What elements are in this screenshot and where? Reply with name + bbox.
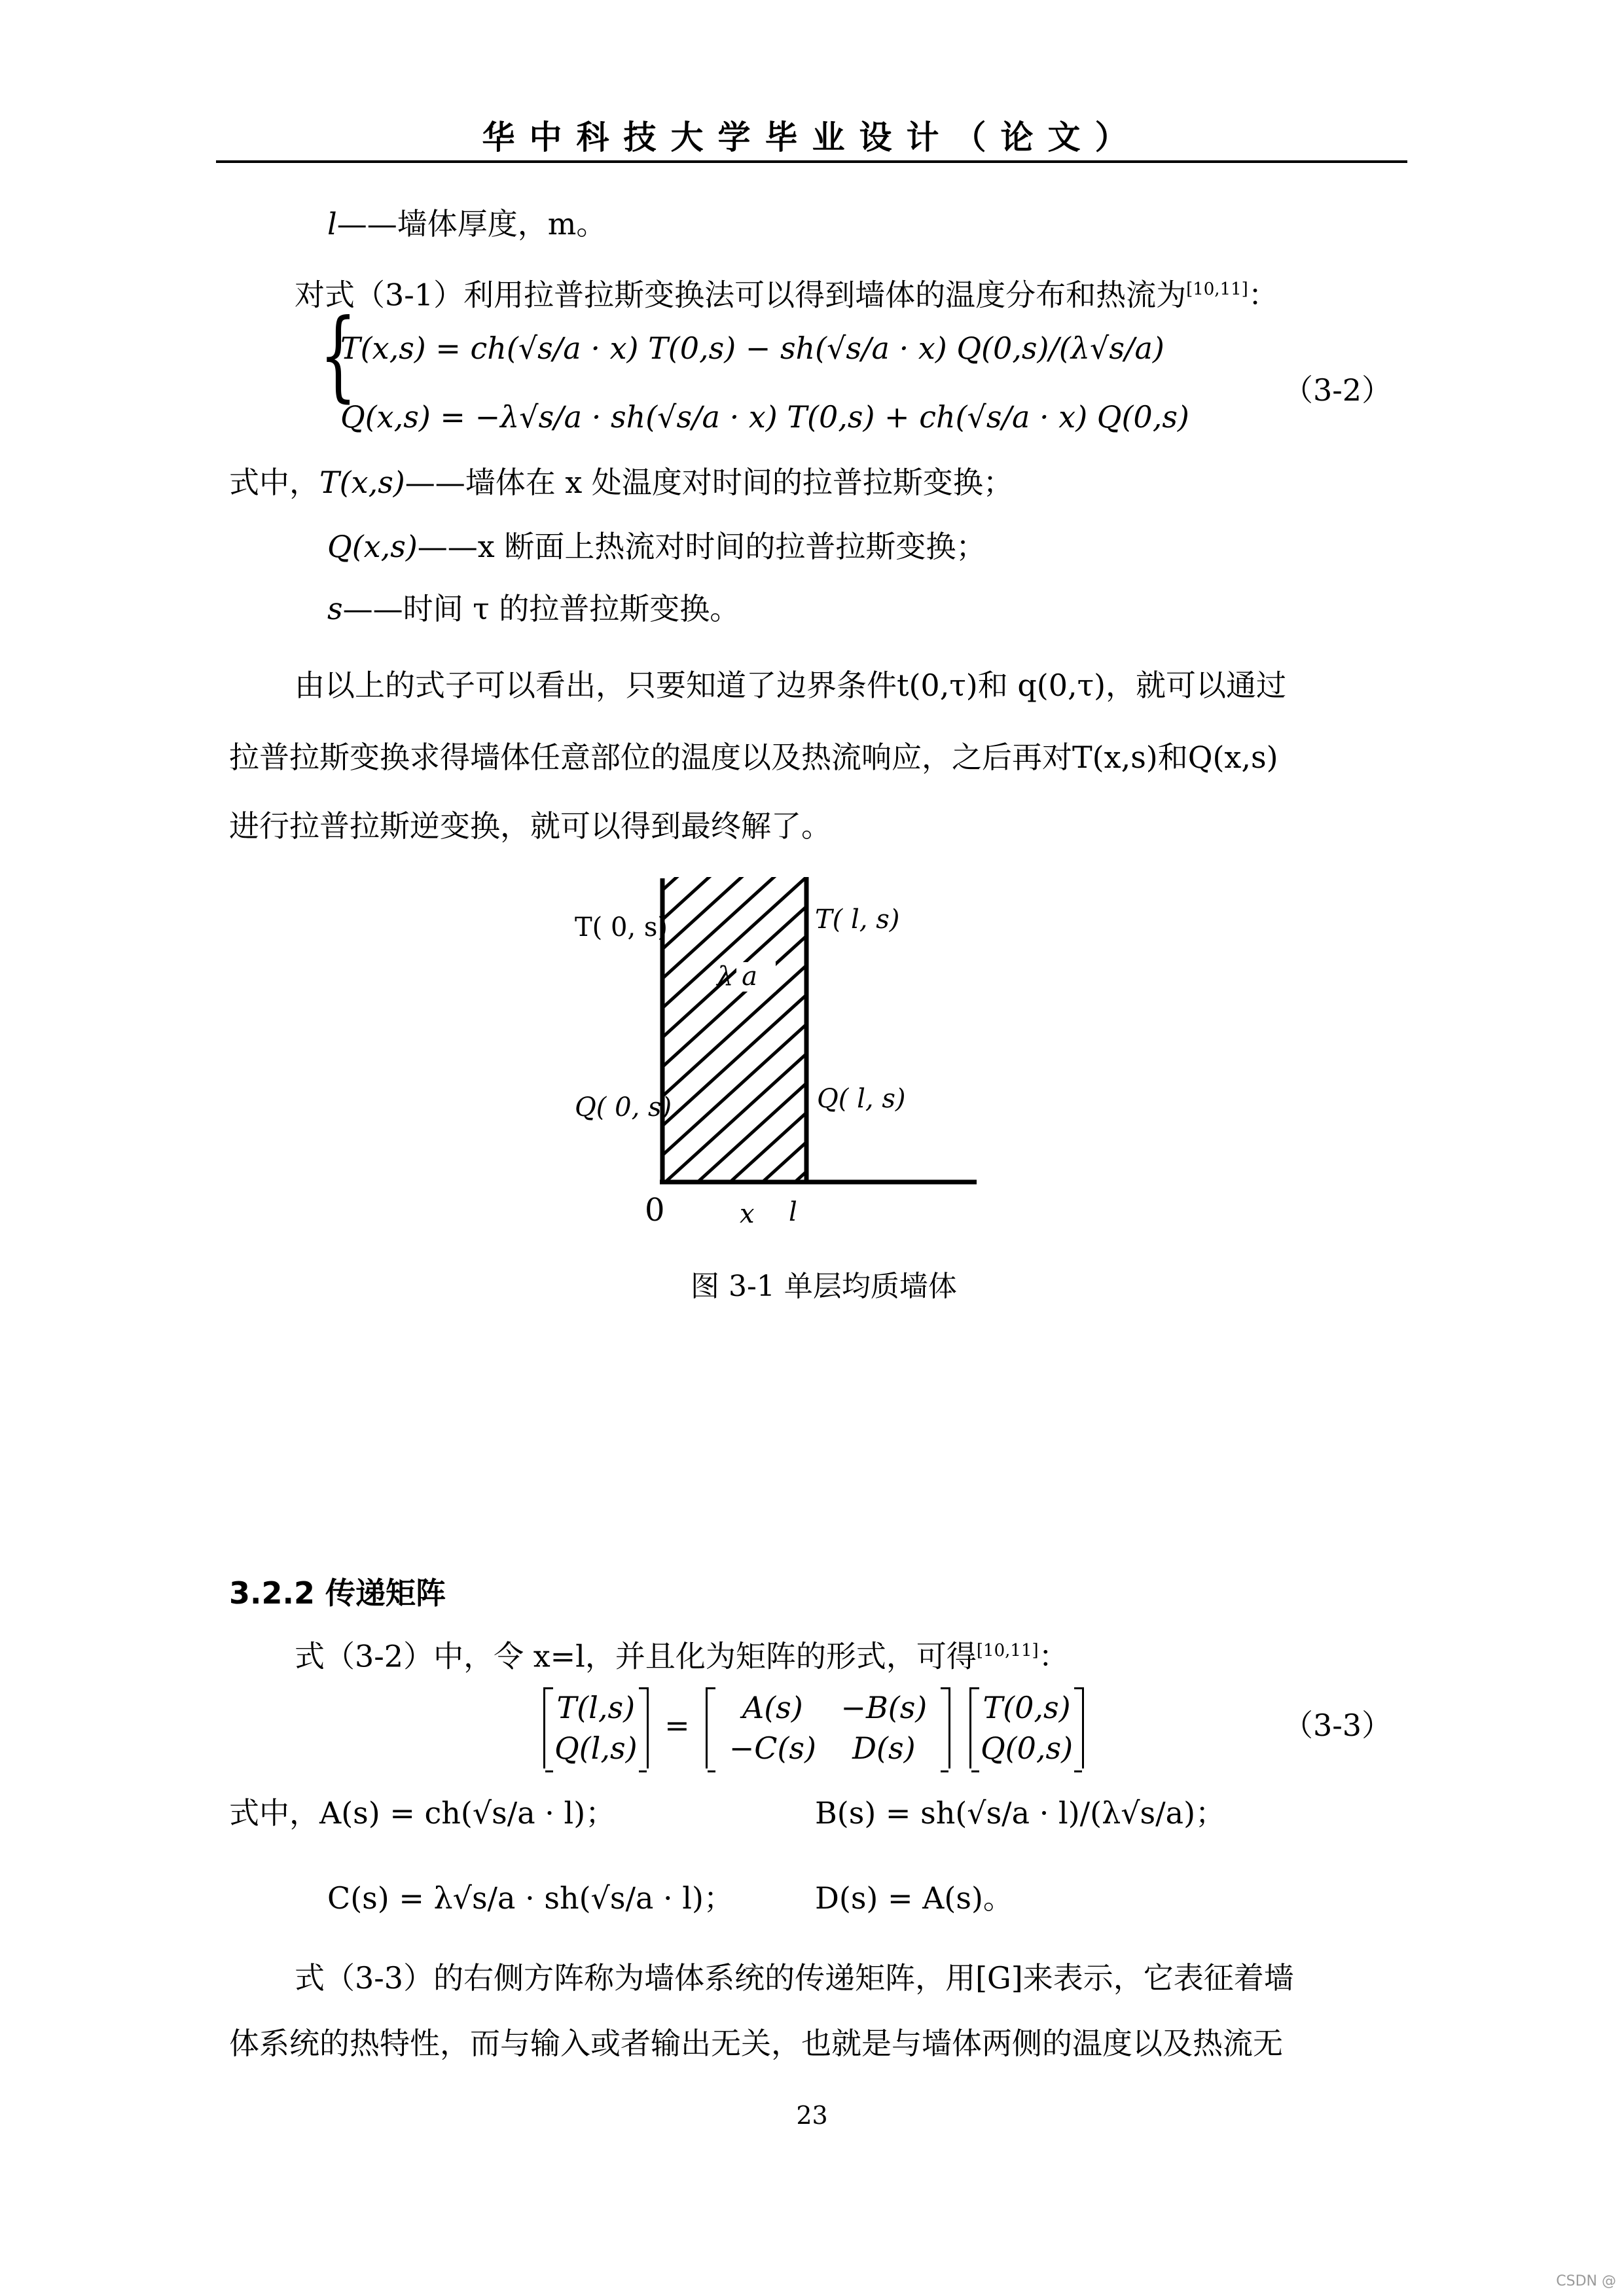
transfer-matrix bbox=[706, 1687, 950, 1768]
hatch-line bbox=[662, 1024, 806, 1155]
matrix-cell: D(s) bbox=[852, 1731, 916, 1766]
page-header-title: 华中科技大学毕业设计（论文） bbox=[482, 118, 1142, 156]
hatch-line bbox=[662, 995, 806, 1126]
coefficient-c: C(s) = λ√s/a · sh(√s/a · l)； bbox=[327, 1880, 734, 1916]
equation-number-3-2: （3-2） bbox=[1283, 372, 1392, 408]
definition-symbol: Q(x,s) bbox=[327, 529, 418, 564]
coefficient-prefix: 式中， bbox=[229, 1795, 319, 1831]
thickness-definition bbox=[327, 203, 606, 245]
definition-symbol: T(x,s) bbox=[319, 465, 405, 500]
definition-T bbox=[229, 461, 1013, 503]
label-t0: T( 0, s) bbox=[575, 912, 668, 942]
definition-s bbox=[327, 588, 740, 630]
hatch-line bbox=[662, 936, 806, 1067]
paragraph-laplace-intro bbox=[295, 268, 1278, 315]
label-origin: 0 bbox=[645, 1192, 665, 1229]
equals-sign: = bbox=[664, 1708, 690, 1743]
watermark: CSDN @ bbox=[1556, 2273, 1616, 2289]
paragraph-boundary-line-3: 进行拉普拉斯逆变换，就可以得到最终解了。 bbox=[229, 808, 831, 844]
hatch-line bbox=[662, 1142, 806, 1273]
definition-text: ——墙体厚度，m。 bbox=[336, 206, 607, 242]
paragraph-text: 式（3-2）中，令 x=l，并且化为矩阵的形式，可得 bbox=[295, 1638, 977, 1674]
paragraph-matrix-intro bbox=[295, 1630, 1069, 1677]
paragraph-text: 对式（3-1）利用拉普拉斯变换法可以得到墙体的温度分布和热流为 bbox=[295, 277, 1187, 313]
equation-3-3 bbox=[543, 1687, 1084, 1768]
label-l: l bbox=[789, 1197, 797, 1227]
figure-single-layer-wall bbox=[556, 864, 1080, 1466]
citation: [10,11] bbox=[976, 1641, 1039, 1660]
paragraph-transfer-line-1: 式（3-3）的右侧方阵称为墙体系统的传递矩阵，用[G]来表示，它表征着墙 bbox=[295, 1960, 1294, 1996]
matrix-cell: A(s) bbox=[742, 1690, 803, 1725]
hatch-line bbox=[662, 1201, 806, 1332]
citation: [10,11] bbox=[1186, 279, 1248, 299]
section-heading: 3.2.2 传递矩阵 bbox=[229, 1575, 446, 1611]
matrix-cell: Q(l,s) bbox=[554, 1731, 638, 1766]
matrix-cell: T(0,s) bbox=[983, 1690, 1071, 1725]
definition-text: ——墙体在 x 处温度对时间的拉普拉斯变换； bbox=[405, 465, 1013, 500]
definition-text: ——x 断面上热流对时间的拉普拉斯变换； bbox=[417, 529, 986, 564]
matrix-rhs bbox=[969, 1687, 1084, 1768]
equation-3-2-line-2: Q(x,s) = −λ√s/a · sh(√s/a · x) T(0,s) + ch(√s/a · x) Q(0,s) bbox=[340, 399, 1189, 435]
definition-symbol: s bbox=[327, 591, 343, 626]
label-tl: T( l, s) bbox=[815, 905, 900, 935]
matrix-cell: T(l,s) bbox=[556, 1690, 636, 1725]
matrix-cell: Q(0,s) bbox=[980, 1731, 1074, 1766]
hatch-line bbox=[662, 1113, 806, 1244]
label-ql: Q( l, s) bbox=[817, 1084, 906, 1114]
symbol-l: l bbox=[327, 206, 337, 242]
matrix-lhs bbox=[543, 1687, 649, 1768]
wall-hatching bbox=[662, 864, 806, 1391]
punctuation: ： bbox=[1038, 1638, 1069, 1674]
coefficient-d: D(s) = A(s)。 bbox=[815, 1880, 1013, 1916]
page-number: 23 bbox=[796, 2101, 828, 2130]
equation-3-2-line-1: T(x,s) = ch(√s/a · x) T(0,s) − sh(√s/a · x) Q(0,s)/(λ√s/a) bbox=[340, 331, 1164, 366]
paragraph-boundary-line-1: 由以上的式子可以看出，只要知道了边界条件t(0,τ)和 q(0,τ)，就可以通过 bbox=[295, 668, 1287, 703]
coefficient-a bbox=[229, 1792, 615, 1834]
label-x: x bbox=[740, 1199, 755, 1229]
header-rule bbox=[216, 160, 1407, 163]
paragraph-transfer-line-2: 体系统的热特性，而与输入或者输出无关，也就是与墙体两侧的温度以及热流无 bbox=[229, 2026, 1283, 2061]
figure-caption: 图 3-1 单层均质墙体 bbox=[691, 1270, 957, 1303]
hatch-line bbox=[662, 1054, 806, 1185]
label-q0: Q( 0, s) bbox=[575, 1092, 672, 1122]
hatch-line bbox=[662, 864, 806, 949]
coefficient-text: A(s) = ch(√s/a · l)； bbox=[319, 1795, 616, 1831]
matrix-cell: −C(s) bbox=[729, 1731, 816, 1766]
definition-text: ——时间 τ 的拉普拉斯变换。 bbox=[342, 591, 740, 626]
coefficient-b: B(s) = sh(√s/a · l)/(λ√s/a)； bbox=[815, 1795, 1226, 1831]
definition-prefix: 式中， bbox=[229, 465, 319, 500]
hatch-line bbox=[662, 864, 806, 890]
matrix-cell: −B(s) bbox=[840, 1690, 928, 1725]
paragraph-boundary-line-2: 拉普拉斯变换求得墙体任意部位的温度以及热流响应，之后再对T(x,s)和Q(x,s) bbox=[229, 740, 1278, 775]
punctuation: ： bbox=[1248, 277, 1278, 313]
equation-number-3-3: （3-3） bbox=[1283, 1708, 1392, 1743]
label-material: λ a bbox=[717, 961, 757, 992]
equation-brace: { bbox=[319, 298, 357, 412]
definition-Q bbox=[327, 526, 986, 567]
hatch-line bbox=[662, 1083, 806, 1214]
